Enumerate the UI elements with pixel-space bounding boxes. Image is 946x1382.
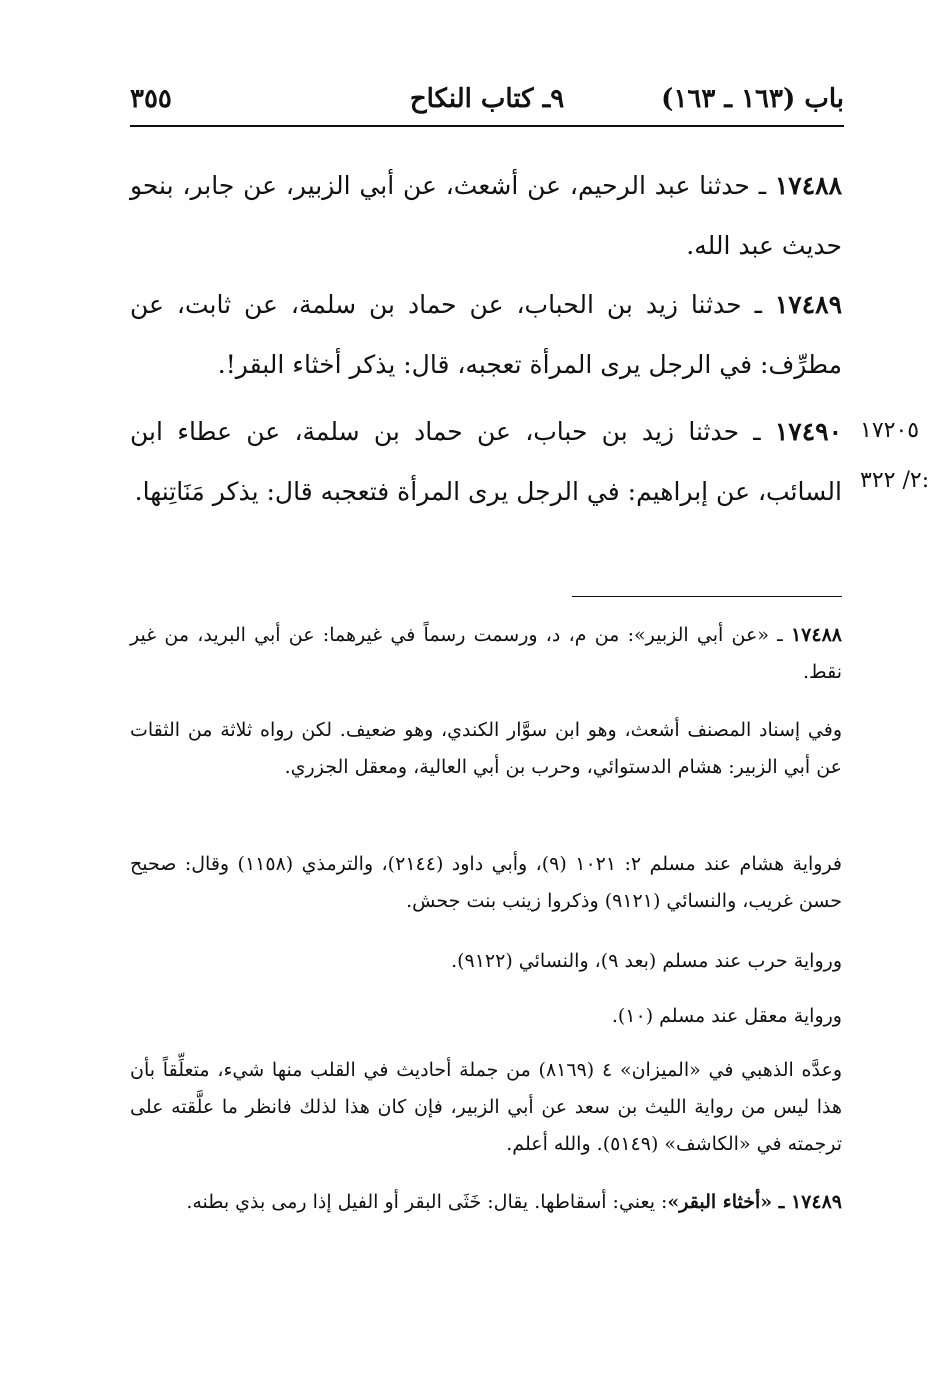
page-number: ٣٥٥	[130, 84, 172, 114]
chapter-heading: باب (١٦٣ ـ ١٦٣)	[661, 84, 844, 114]
hadith-number: ١٧٤٩٠	[774, 417, 842, 446]
footnote-17488	[130, 617, 842, 691]
footnote-paragraph	[130, 1052, 842, 1163]
footnote-text: ـ «عن أبي الزبير»: من م، د، ورسمت رسماً في غيرهما: عن أبي البريد، من غير نقط.	[130, 624, 842, 683]
hadith-17488	[130, 156, 842, 276]
hadith-number: ١٧٤٨٨	[774, 171, 842, 200]
footnote-number: ١٧٤٨٩	[790, 1191, 842, 1213]
footnote-paragraph	[130, 846, 842, 920]
footnote-number: ١٧٤٨٨	[790, 624, 842, 646]
margin-reference-number: ١٧٢٠٥	[860, 418, 920, 443]
footnote-paragraph	[130, 712, 842, 786]
footnote-text: : يعني: أسقاطها. يقال: خَثَى البقر أو الفيل إذا رمى بذي بطنه.	[186, 1191, 668, 1213]
footnote-text: ورواية حرب عند مسلم (بعد ٩)، والنسائي (٩١٢٢).	[451, 950, 842, 972]
footnote-text: فرواية هشام عند مسلم ٢: ١٠٢١ (٩)، وأبي داود (٢١٤٤)، والترمذي (١١٥٨) وقال: صحيح حسن غريب، والنسائي (٩١٢١) وذكروا زينب بنت جحش.	[130, 853, 843, 912]
running-header	[130, 78, 844, 128]
footnote-term: ـ «أخثاء البقر»	[667, 1191, 791, 1213]
footnote-paragraph	[130, 943, 842, 980]
footnote-text: وعدَّه الذهبي في «الميزان» ٤ (٨١٦٩) من جملة أحاديث في القلب منها شيء، متعلِّقاً بأن هذا ليس من رواية الليث بن سعد عن أبي الزبير، فإن كان هذا لذلك فانظر ما علَّقته على ترجمته في «الكاشف» (٥١٤٩). والله أعلم.	[130, 1059, 842, 1155]
footnote-17489	[130, 1184, 842, 1221]
hadith-text: ـ حدثنا زيد بن حباب، عن حماد بن سلمة، عن عطاء ابن السائب، عن إبراهيم: في الرجل يرى المرأة فتعجبه قال: يذكر مَنَاتِنها.	[130, 417, 842, 506]
hadith-number: ١٧٤٨٩	[774, 290, 842, 319]
footnote-text: وفي إسناد المصنف أشعث، وهو ابن سوَّار الكندي، وهو ضعيف. لكن رواه ثلاثة من الثقات عن أبي الزبير: هشام الدستوائي، وحرب بن أبي العالية، ومعقل الجزري.	[130, 719, 842, 778]
margin-reference-volume: ٢/ ٣٢٢:	[860, 468, 930, 493]
hadith-text: ـ حدثنا عبد الرحيم، عن أشعث، عن أبي الزبير، عن جابر، بنحو حديث عبد الله.	[130, 171, 842, 260]
footnote-paragraph	[130, 998, 842, 1035]
hadith-text: ـ حدثنا زيد بن الحباب، عن حماد بن سلمة، عن ثابت، عن مطرِّف: في الرجل يرى المرأة تعجبه، قال: يذكر أخثاء البقر!.	[130, 290, 842, 379]
hadith-17490	[130, 402, 842, 522]
book-title: ٩ـ كتاب النكاح	[409, 84, 565, 114]
header-divider	[130, 125, 844, 127]
footnote-divider	[572, 596, 842, 597]
hadith-17489	[130, 275, 842, 395]
footnote-text: ورواية معقل عند مسلم (١٠).	[611, 1005, 842, 1027]
